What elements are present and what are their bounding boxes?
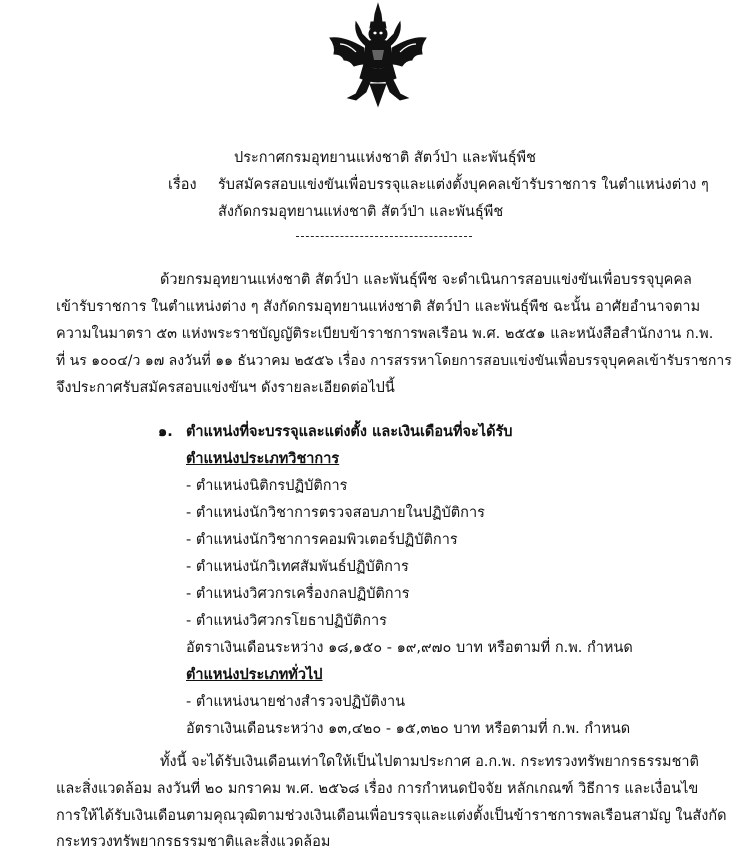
position-item: - ตำแหน่งวิศวกรเครื่องกลปฏิบัติการ — [186, 586, 410, 602]
closing-line: กระทรวงทรัพยากรธรรมชาติและสิ่งแวดล้อม — [56, 834, 331, 850]
closing-line: และสิ่งแวดล้อม ลงวันที่ ๒๐ มกราคม พ.ศ. ๒๕๖๘ เรื่อง การกำหนดปัจจัย หลักเกณฑ์ วิธีการ และเงื่อนไข — [56, 781, 699, 797]
section-number: ๑. — [158, 424, 173, 440]
intro-line: ด้วยกรมอุทยานแห่งชาติ สัตว์ป่า และพันธุ์พืช จะดำเนินการสอบแข่งขันเพื่อบรรจุบุคคล — [160, 272, 692, 288]
position-item: - ตำแหน่งนายช่างสำรวจปฏิบัติงาน — [186, 694, 406, 710]
intro-line: จึงประกาศรับสมัครสอบแข่งขันฯ ดังรายละเอียดต่อไปนี้ — [56, 380, 395, 396]
general-salary: อัตราเงินเดือนระหว่าง ๑๓,๔๒๐ - ๑๕,๓๒๐ บาท หรือตามที่ ก.พ. กำหนด — [186, 721, 631, 737]
subject-label: เรื่อง — [168, 177, 197, 193]
position-item: - ตำแหน่งนักวิชาการคอมพิวเตอร์ปฏิบัติการ — [186, 532, 458, 548]
intro-line: ความในมาตรา ๕๓ แห่งพระราชบัญญัติระเบียบข้าราชการพลเรือน พ.ศ. ๒๕๕๑ และหนังสือสำนักงาน ก.พ. — [56, 326, 714, 342]
announcement-title: ประกาศกรมอุทยานแห่งชาติ สัตว์ป่า และพันธุ์พืช — [234, 150, 536, 166]
subject-line-1: รับสมัครสอบแข่งขันเพื่อบรรจุและแต่งตั้งบุคคลเข้ารับราชการ ในตำแหน่งต่าง ๆ — [218, 177, 709, 193]
intro-line: ที่ นร ๑๐๐๔/ว ๑๗ ลงวันที่ ๑๑ ธันวาคม ๒๕๕๖ เรื่อง การสรรหาโดยการสอบแข่งขันเพื่อบรรจุบุคคลเข้ารับราชการ — [56, 353, 732, 369]
position-item: - ตำแหน่งวิศวกรโยธาปฏิบัติการ — [186, 613, 387, 629]
general-heading: ตำแหน่งประเภททั่วไป — [186, 667, 323, 683]
position-item: - ตำแหน่งนิติกรปฏิบัติการ — [186, 478, 348, 494]
intro-line: เข้ารับราชการ ในตำแหน่งต่าง ๆ สังกัดกรมอุทยานแห่งชาติ สัตว์ป่า และพันธุ์พืช ฉะนั้น อาศัยอำนาจตาม — [56, 299, 701, 315]
garuda-emblem — [326, 2, 430, 110]
closing-line: การให้ได้รับเงินเดือนตามคุณวุฒิตามช่วงเงินเดือนเพื่อบรรจุและแต่งตั้งเป็นข้าราชการพลเรือนสามัญ ในสังกัด — [56, 808, 727, 824]
closing-line: ทั้งนี้ จะได้รับเงินเดือนเท่าใดให้เป็นไปตามประกาศ อ.ก.พ. กระทรวงทรัพยากรธรรมชาติ — [160, 754, 699, 770]
position-item: - ตำแหน่งนักวิเทศสัมพันธ์ปฏิบัติการ — [186, 559, 409, 575]
header-divider — [296, 236, 472, 237]
section-heading: ตำแหน่งที่จะบรรจุและแต่งตั้ง และเงินเดือนที่จะได้รับ — [186, 424, 513, 440]
subject-line-2: สังกัดกรมอุทยานแห่งชาติ สัตว์ป่า และพันธุ์พืช — [218, 204, 504, 220]
academic-salary: อัตราเงินเดือนระหว่าง ๑๘,๑๕๐ - ๑๙,๙๗๐ บาท หรือตามที่ ก.พ. กำหนด — [186, 640, 633, 656]
position-item: - ตำแหน่งนักวิชาการตรวจสอบภายในปฏิบัติการ — [186, 505, 485, 521]
academic-heading: ตำแหน่งประเภทวิชาการ — [186, 451, 340, 467]
